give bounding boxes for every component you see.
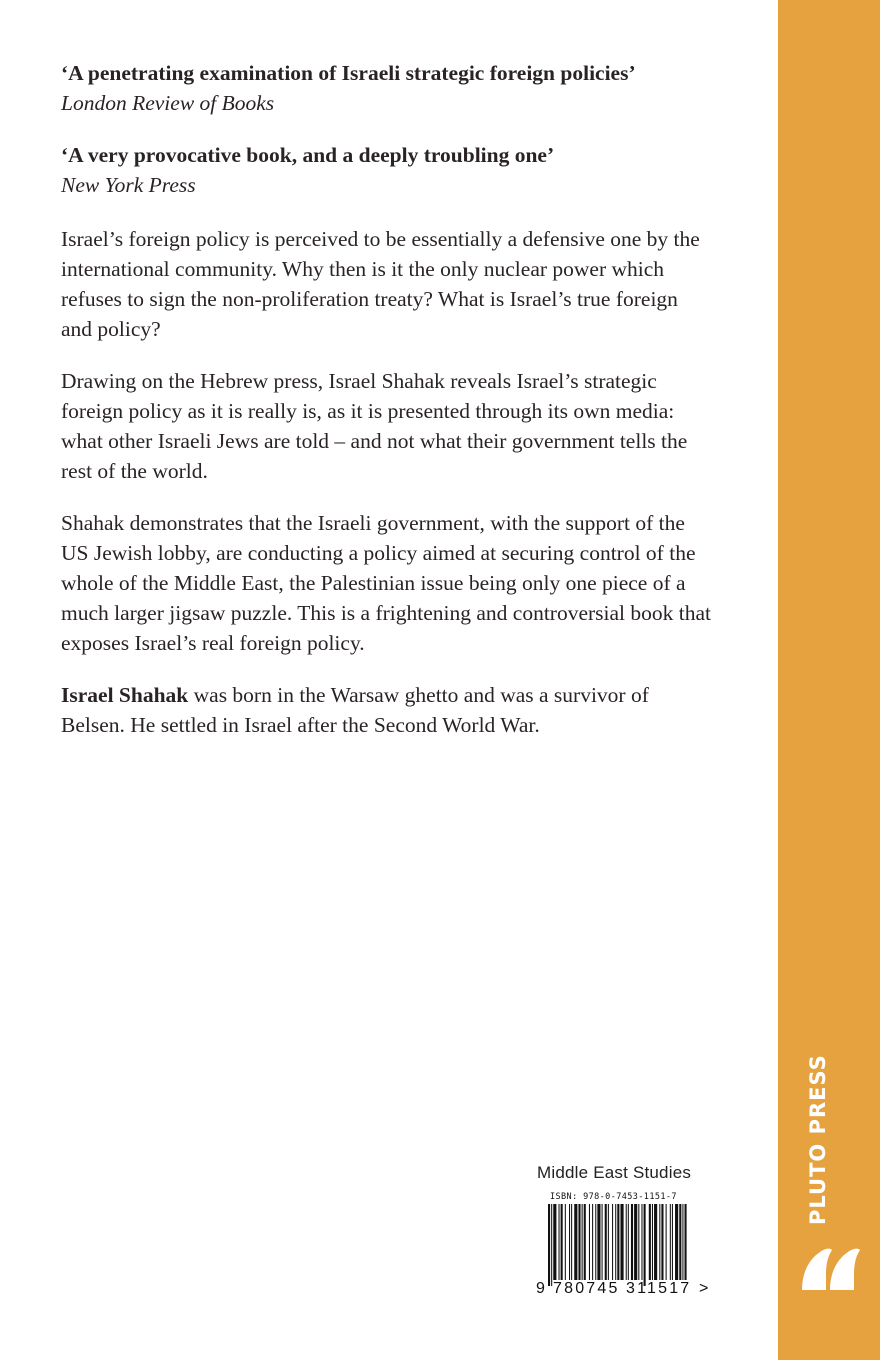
- barcode-bar: [644, 1204, 646, 1286]
- barcode-bar: [672, 1204, 673, 1280]
- barcode-bar: [561, 1204, 563, 1280]
- blurb-paragraph: Shahak demonstrates that the Israeli government, with the support of the US Jewish lobby, are conducting a policy aimed at securing control of the whole of the Middle East, the Palestinian issue being only one piece of a much larger jigsaw puzzle. This is a frightening and controversial book that exposes Israel’s real foreign policy.: [61, 511, 712, 655]
- barcode-bar: [634, 1204, 637, 1280]
- barcode-bar: [626, 1204, 627, 1280]
- barcode-bar: [597, 1204, 600, 1280]
- blurb-paragraph: Israel’s foreign policy is perceived to be essentially a defensive one by the international community. Why then is it the only nuclear power which refuses to sign the non-proliferation treaty? What is Israel’s true foreign and policy?: [61, 227, 700, 341]
- cover-text: [61, 58, 711, 762]
- barcode-bar: [584, 1204, 586, 1280]
- barcode-digits-right: 311517: [626, 1280, 692, 1297]
- category-label: Middle East Studies: [537, 1163, 692, 1182]
- quote-text: ‘A very provocative book, and a deeply troubling one’: [61, 143, 555, 167]
- barcode-bar: [685, 1204, 687, 1280]
- barcode-digits-left: 780745: [553, 1280, 620, 1297]
- barcode-bar: [675, 1204, 678, 1280]
- barcode-bar: [659, 1204, 660, 1280]
- barcode-bar: [574, 1204, 577, 1280]
- barcode-bar: [551, 1204, 552, 1286]
- barcode-bar: [620, 1204, 623, 1280]
- isbn-label: ISBN: 978-0-7453-1151-7: [550, 1192, 677, 1202]
- publisher-name: PLUTO PRESS: [806, 1054, 830, 1225]
- barcode-arrow: >: [699, 1280, 709, 1297]
- barcode-bar: [638, 1204, 639, 1280]
- barcode-bar: [608, 1204, 609, 1280]
- barcode-bars: [536, 1204, 696, 1286]
- barcode-bar: [682, 1204, 683, 1280]
- review-quote-1: [61, 58, 711, 118]
- blurb: [61, 224, 711, 740]
- blurb-paragraph: Drawing on the Hebrew press, Israel Shahak reveals Israel’s strategic foreign policy as it is really is, as it is presented through its own media: what other Israeli Jews are told – and not what their government tells the rest of the world.: [61, 369, 688, 483]
- barcode-bar: [559, 1204, 560, 1280]
- barcode-bar: [615, 1204, 616, 1280]
- barcode-bar: [670, 1204, 671, 1280]
- author-name: Israel Shahak: [61, 683, 189, 707]
- barcode-bar: [605, 1204, 607, 1280]
- barcode-bar: [571, 1204, 572, 1280]
- quote-source: London Review of Books: [61, 91, 275, 115]
- barcode-bar: [654, 1204, 657, 1280]
- author-bio: [61, 680, 711, 740]
- barcode-bar: [617, 1204, 619, 1280]
- barcode-bar: [548, 1204, 550, 1286]
- barcode-bar: [631, 1204, 633, 1280]
- barcode-bar: [595, 1204, 596, 1280]
- barcode-bar: [652, 1204, 653, 1280]
- barcode-bar: [582, 1204, 583, 1280]
- barcode-bar: [679, 1204, 681, 1280]
- barcode-bar: [553, 1204, 556, 1280]
- barcode-bar: [649, 1204, 651, 1280]
- barcode-bar: [666, 1204, 667, 1280]
- barcode-bar: [641, 1204, 642, 1280]
- barcode-bar: [565, 1204, 566, 1280]
- barcode-bar: [578, 1204, 580, 1280]
- isbn-barcode: [536, 1190, 708, 1310]
- barcode-bar: [628, 1204, 629, 1280]
- review-quote-2: [61, 140, 711, 200]
- barcode-lead-digit: 9: [536, 1280, 545, 1297]
- barcode-bar: [612, 1204, 613, 1280]
- barcode-bar: [592, 1204, 593, 1280]
- barcode-bar: [602, 1204, 603, 1280]
- quote-text: ‘A penetrating examination of Israeli strategic foreign policies’: [61, 61, 636, 85]
- barcode-bar: [569, 1204, 570, 1280]
- pluto-press-logo-icon: [798, 1244, 864, 1292]
- barcode-bar: [661, 1204, 663, 1280]
- author-bio-text: was born in the Warsaw ghetto and was a survivor of Belsen. He settled in Israel after the Second World War.: [61, 683, 649, 737]
- barcode-bar: [589, 1204, 590, 1280]
- quote-source: New York Press: [61, 173, 196, 197]
